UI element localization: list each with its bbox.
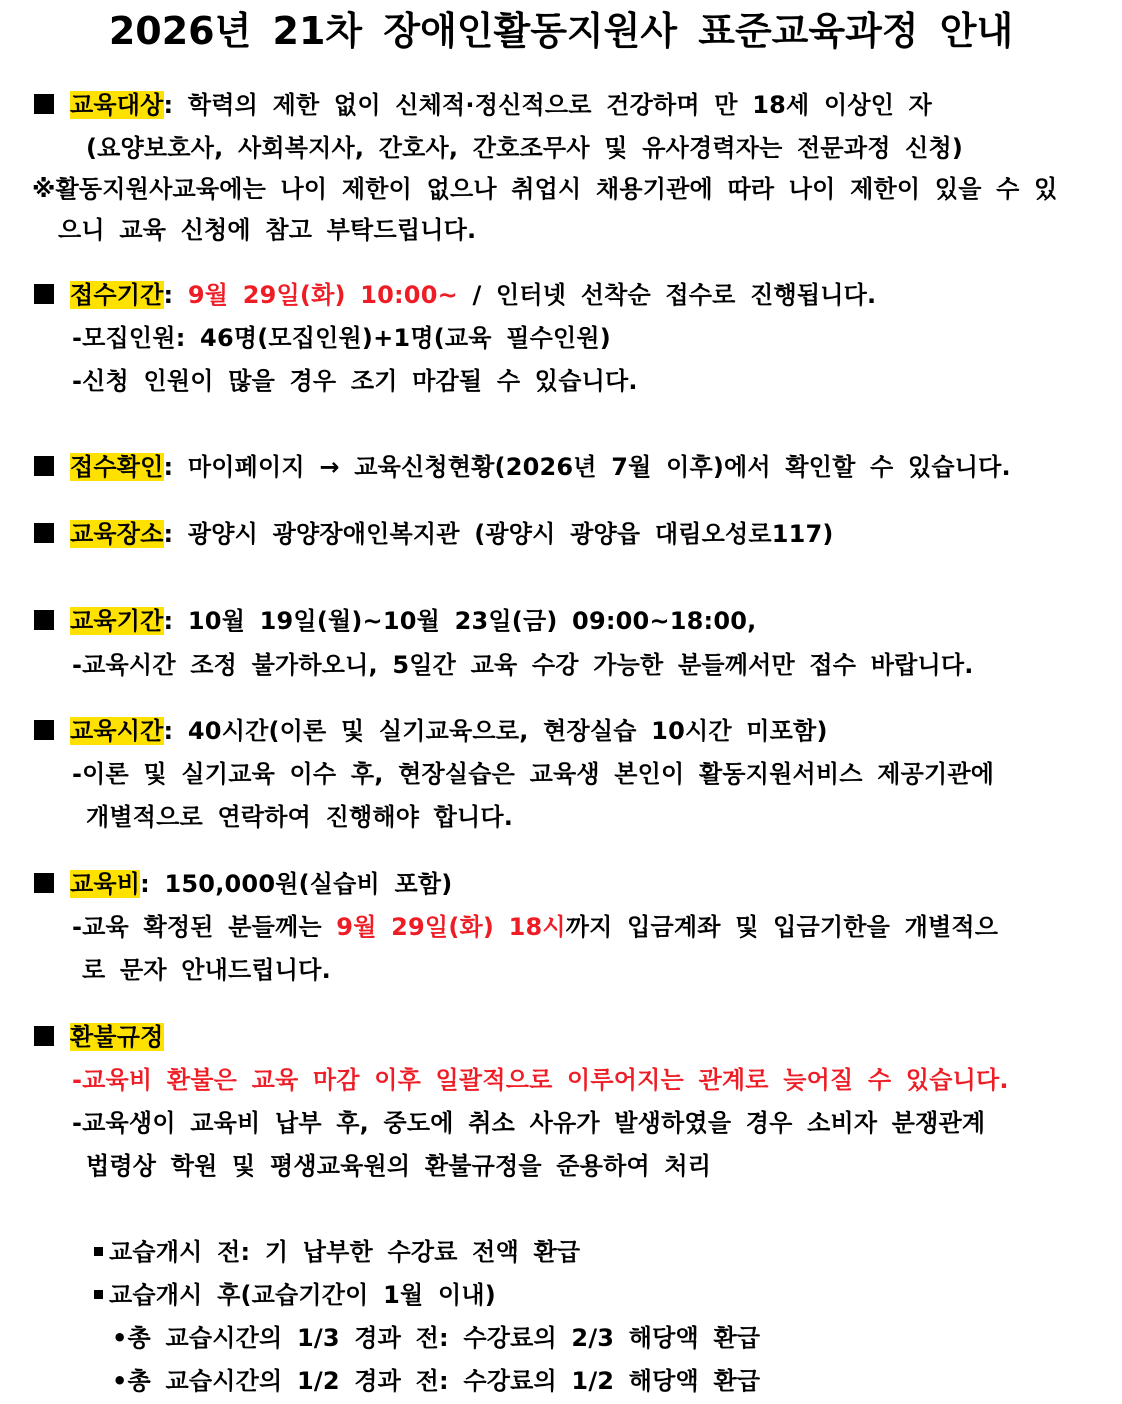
section-text: : 마이페이지 → 교육신청현황(2026년 7월 이후)에서 확인할 수 있습니다. [163,453,1011,481]
colon: : [163,281,188,309]
square-bullet-icon [34,720,54,740]
refund-notice: -교육비 환불은 교육 마감 이후 일괄적으로 이루어지는 관계로 늦어질 수 있습니다. [72,1066,1009,1094]
reception-date: 9월 29일(화) 10:00~ [187,281,458,309]
refund-sub [94,1237,580,1267]
section-period [34,606,756,636]
small-square-bullet-icon [94,1290,103,1299]
section-label: 접수기간 [70,281,164,309]
refund-sub-text: 교습개시 후(교습기간이 1월 이내) [109,1281,496,1309]
square-bullet-icon [34,873,54,893]
target-note: (요양보호사, 사회복지사, 간호사, 간호조무사 및 유사경력자는 전문과정 신청) [86,134,964,162]
section-target [34,90,932,120]
section-hours [34,716,828,746]
square-bullet-icon [34,610,54,630]
target-remark-cont: 으니 교육 신청에 참고 부탁드립니다. [58,216,477,244]
section-text: : 40시간(이론 및 실기교육으로, 현장실습 10시간 미포함) [163,717,828,745]
section-label: 교육비 [70,870,141,898]
section-text: : 150,000원(실습비 포함) [140,870,453,898]
fee-line [72,912,998,942]
refund-line: -교육생이 교육비 납부 후, 중도에 취소 사유가 발생하였을 경우 소비자 분쟁관계 [72,1109,986,1137]
section-text: / 인터넷 선착순 접수로 진행됩니다. [457,281,877,309]
section-text: : 광양시 광양장애인복지관 (광양시 광양읍 대림오성로117) [163,520,834,548]
square-bullet-icon [34,94,54,114]
section-fee [34,869,452,899]
refund-item: •총 교습시간의 1/3 경과 전: 수강료의 2/3 해당액 환급 [112,1324,761,1352]
section-reception [34,280,876,310]
hours-line: -이론 및 실기교육 이수 후, 현장실습은 교육생 본인이 활동지원서비스 제공기관에 [72,760,995,788]
fee-text: -교육 확정된 분들께는 [72,913,337,941]
section-label: 교육대상 [70,91,164,119]
reception-line: -신청 인원이 많을 경우 조기 마감될 수 있습니다. [72,367,638,395]
refund-line: 법령상 학원 및 평생교육원의 환불규정을 준용하여 처리 [86,1152,712,1180]
square-bullet-icon [34,284,54,304]
refund-sub [94,1280,496,1310]
refund-item: •총 교습시간의 1/2 경과 전: 수강료의 1/2 해당액 환급 [112,1367,761,1395]
square-bullet-icon [34,456,54,476]
section-text: : 10월 19일(월)~10월 23일(금) 09:00~18:00, [163,607,757,635]
reception-line: -모집인원: 46명(모집인원)+1명(교육 필수인원) [72,324,611,352]
section-refund [34,1022,164,1052]
section-label: 환불규정 [70,1023,164,1051]
fee-line: 로 문자 안내드립니다. [82,956,331,984]
small-square-bullet-icon [94,1247,103,1256]
section-label: 접수확인 [70,453,164,481]
period-line: -교육시간 조정 불가하오니, 5일간 교육 수강 가능한 분들께서만 접수 바랍니다. [72,651,974,679]
section-text: : 학력의 제한 없이 신체적·정신적으로 건강하며 만 18세 이상인 자 [163,91,933,119]
section-place [34,519,834,549]
fee-text: 까지 입금계좌 및 입금기한을 개별적으 [565,913,999,941]
target-remark: ※활동지원사교육에는 나이 제한이 없으나 취업시 채용기관에 따라 나이 제한이 있을 수 있 [32,175,1058,203]
page-title: 2026년 21차 장애인활동지원사 표준교육과정 안내 [108,9,1014,53]
square-bullet-icon [34,1026,54,1046]
square-bullet-icon [34,523,54,543]
section-label: 교육장소 [70,520,164,548]
fee-deadline: 9월 29일(화) 18시 [336,913,566,941]
section-confirm [34,452,1011,482]
section-label: 교육기간 [70,607,164,635]
section-label: 교육시간 [70,717,164,745]
hours-line: 개별적으로 연락하여 진행해야 합니다. [86,803,514,831]
refund-sub-text: 교습개시 전: 기 납부한 수강료 전액 환급 [109,1238,581,1266]
